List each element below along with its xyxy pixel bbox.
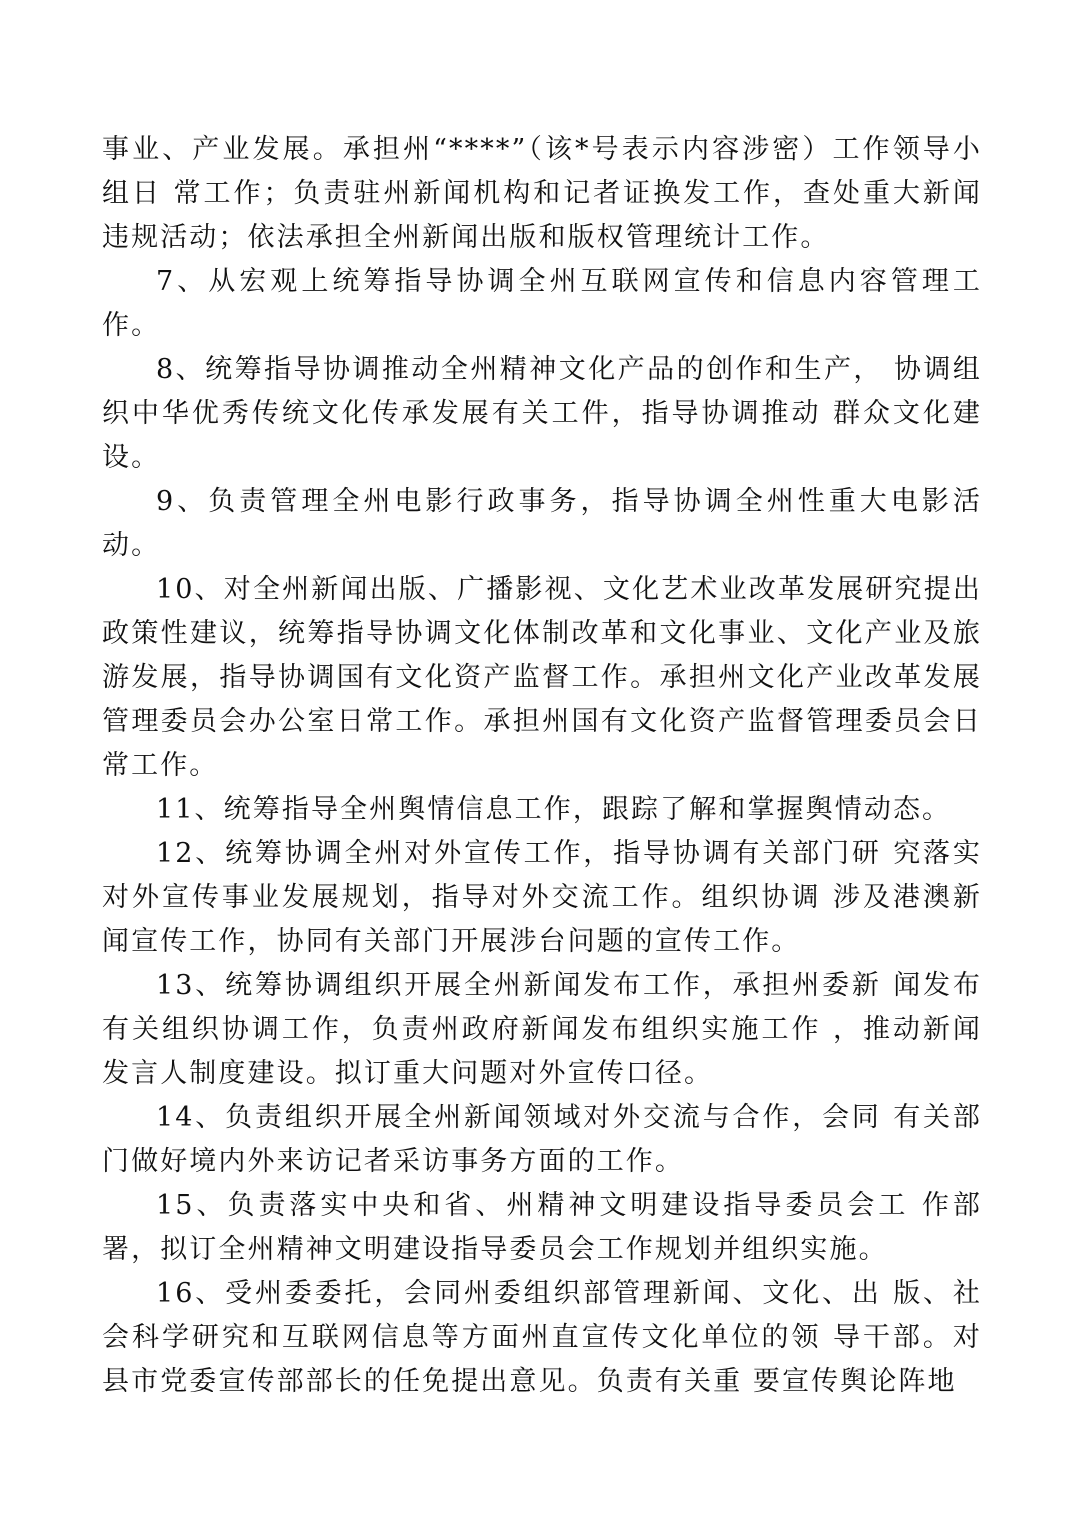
paragraph-continuation: 事业、产业发展。承担州“****”（该*号表示内容涉密）工作领导小组日 常工作；负责驻州新闻机构和记者证换发工作，查处重大新闻 违规活动；依法承担全州新闻出版和版权管理统计工作。 [102,134,982,253]
paragraph-item-8: 8、统筹指导协调推动全州精神文化产品的创作和生产， 协调组织中华优秀传统文化传承发展有关工件，指导协调推动 群众文化建设。 [102,354,982,473]
paragraph-item-10: 10、对全州新闻出版、广播影视、文化艺术业改革发展研究提出政策性建议，统筹指导协调文化体制改革和文化事业、文化产业及旅游发展，指导协调国有文化资产监督工作。承担州文化产业改革发展管理委员会办公室日常工作。承担州国有文化资产监督管理委员会日常工作。 [102,574,982,781]
paragraph-item-13: 13、统筹协调组织开展全州新闻发布工作，承担州委新 闻发布有关组织协调工作，负责州政府新闻发布组织实施工作 ，推动新闻发言人制度建设。拟订重大问题对外宣传口径。 [102,970,982,1089]
paragraph-item-14: 14、负责组织开展全州新闻领域对外交流与合作，会同 有关部门做好境内外来访记者采访事务方面的工作。 [102,1102,982,1177]
paragraph-item-15: 15、负责落实中央和省、州精神文明建设指导委员会工 作部署，拟订全州精神文明建设指导委员会工作规划并组织实施。 [102,1190,982,1265]
document-body [102,128,982,1404]
paragraph-item-11: 11、统筹指导全州舆情信息工作，跟踪了解和掌握舆情动态。 [156,794,952,825]
paragraph-item-7: 7、从宏观上统筹指导协调全州互联网宣传和信息内容管理工作。 [102,266,982,341]
paragraph-item-12: 12、统筹协调全州对外宣传工作，指导协调有关部门研 究落实对外宣传事业发展规划，指导对外交流工作。组织协调 涉及港澳新闻宣传工作，协同有关部门开展涉台问题的宣传工作。 [102,838,982,957]
paragraph-item-16: 16、受州委委托，会同州委组织部管理新闻、文化、出 版、社会科学研究和互联网信息等方面州直宣传文化单位的领 导干部。对县市党委宣传部部长的任免提出意见。负责有关重 要宣传舆论阵地 [102,1278,982,1397]
paragraph-item-9: 9、负责管理全州电影行政事务，指导协调全州性重大电影活动。 [102,486,982,561]
